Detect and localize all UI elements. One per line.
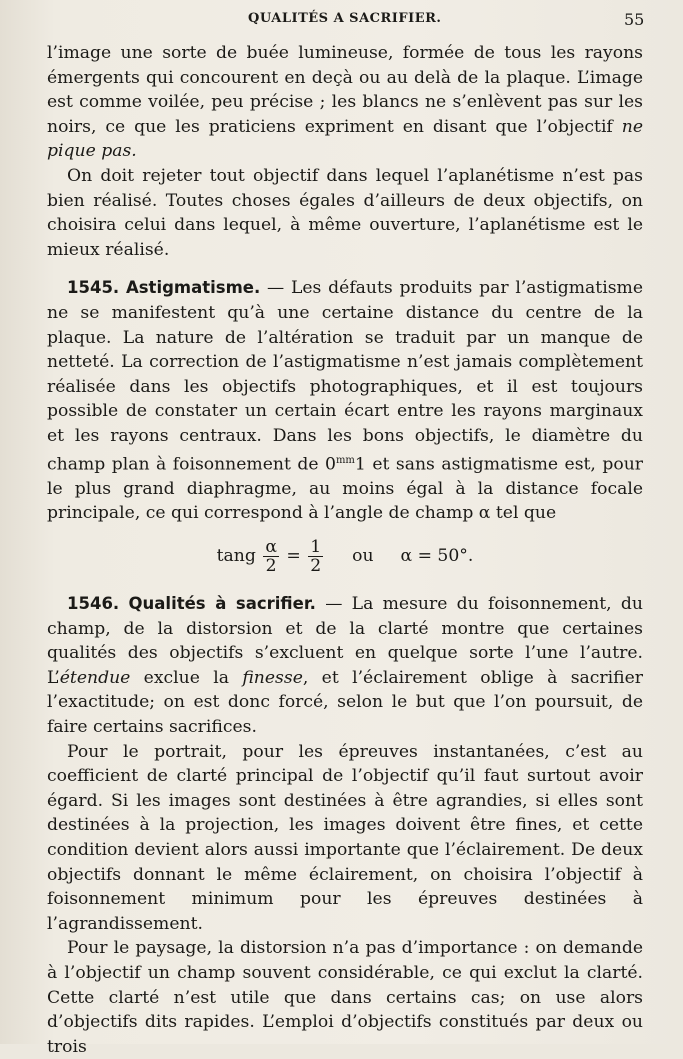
section-text-continued: 1 et sans astigmatisme est, pour le plus grand diaphragme, au moins égal à la distance focale principale, ce qui correspond à l’angle de champ α tel que bbox=[47, 454, 643, 524]
section-1546 bbox=[47, 592, 643, 740]
section-number: 1545. bbox=[67, 278, 120, 298]
formula-rhs: α = 50°. bbox=[400, 546, 474, 567]
unit-superscript: mm bbox=[335, 454, 355, 466]
paragraph-portrait: Pour le portrait, pour les épreuves instantanées, c’est au coefficient de clarté principal de l’objectif qu’il faut surtout avoir égard. Si les images sont destinées à être agrandies, si elles sont destinées à la projection, les images doivent être fines, et cette condition devient alors aussi importante que l’éclairement. De deux objectifs donnant le même éclairement, on choisira l’objectif à foisonnement minimum pour les épreuves destinées à l’agrandissement. bbox=[47, 741, 643, 934]
page-header bbox=[0, 10, 683, 32]
page-number: 55 bbox=[624, 10, 645, 29]
section-number: 1546. bbox=[67, 594, 120, 614]
paragraph-text: l’image une sorte de buée lumineuse, formée de tous les rayons émergents qui concourent en deçà ou au delà de la plaque. L’image est comme voilée, peu précise ; les blancs ne s’enlèvent pas sur les noirs, ce que les praticiens expriment en disant que l’objectif bbox=[47, 43, 643, 137]
section-text: , et l’éclairement oblige à sacrifier l’exactitude; on est donc forcé, selon le but que l’on poursuit, de faire certains sacrifices. bbox=[47, 667, 643, 737]
paragraph-aplanetisme: On doit rejeter tout objectif dans lequel l’aplanétisme n’est pas bien réalisé. Toutes choses égales d’ailleurs de deux objectifs, on choisira celui dans lequel, à même ouverture, l’aplanétisme est le mieux réalisé. bbox=[47, 165, 643, 260]
formula-ou: ou bbox=[352, 546, 374, 567]
section-title: Qualités à sacrifier. bbox=[128, 594, 316, 614]
section-text: — Les défauts produits par l’astigmatisme ne se manifestent qu’à une certaine distance du centre de la plaque. La nature de l’altération se traduit par un manque de netteté. La correction de l’astigmatisme n’est jamais complètement réalisée dans les objectifs photographiques, et il est toujours possible de constater un certain écart entre les rayons marginaux et les rayons centraux. Dans les bons objectifs, le diamètre du champ plan à foisonnement de 0 bbox=[47, 278, 643, 475]
paragraph-continued bbox=[47, 41, 643, 164]
section-1545 bbox=[47, 276, 643, 526]
section-title: Astigmatisme. bbox=[125, 278, 261, 298]
fraction-one-half bbox=[308, 538, 323, 575]
fraction-numerator: α bbox=[265, 537, 277, 558]
formula-tang: tang bbox=[216, 546, 256, 567]
fraction-denominator: 2 bbox=[265, 556, 277, 577]
emphasis-text: étendue bbox=[59, 667, 131, 688]
formula-equals: = bbox=[286, 546, 301, 567]
page-body bbox=[47, 41, 643, 1059]
section-text: — La mesure du foisonnement, du champ, de la distorsion et de la clarté montre que certaines qualités des objectifs s’excluent en quelque sorte l’une l’autre. L’ bbox=[47, 594, 643, 688]
fraction-numerator: 1 bbox=[310, 537, 322, 558]
emphasis-text: finesse bbox=[242, 667, 303, 688]
fraction-alpha-over-two bbox=[263, 538, 279, 575]
fraction-denominator: 2 bbox=[310, 556, 322, 577]
emphasis-text: ne pique pas. bbox=[47, 116, 643, 162]
formula bbox=[47, 538, 643, 578]
paragraph-paysage: Pour le paysage, la distorsion n’a pas d’importance : on demande à l’objectif un champ souvent considérable, ce qui exclut la clarté. Cette clarté n’est utile que dans certains cas; on use alors d’objectifs dits rapides. L’emploi d’objectifs constitués par deux ou trois bbox=[47, 938, 643, 1057]
running-title: QUALITÉS A SACRIFIER. bbox=[248, 11, 442, 26]
section-text: exclue la bbox=[130, 667, 243, 688]
